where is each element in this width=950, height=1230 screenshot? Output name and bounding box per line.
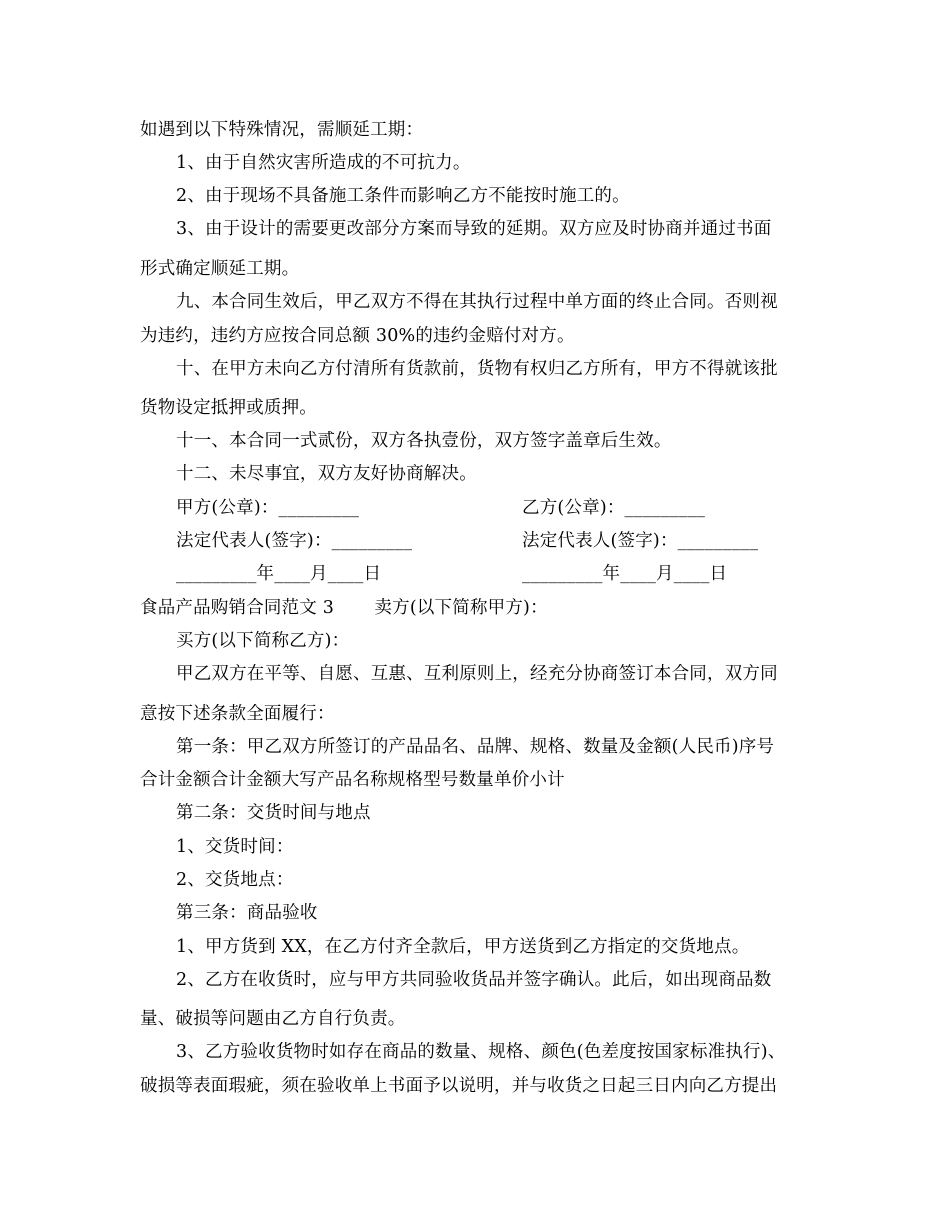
paragraph-line: 意按下述条款全面履行： (140, 704, 335, 724)
paragraph-line: 合计金额合计金额大写产品名称规格型号数量单价小计 (140, 770, 565, 790)
paragraph-line: 第二条：交货时间与地点 (176, 803, 371, 823)
paragraph-line: 破损等表面瑕疵，须在验收单上书面予以说明，并与收货之日起三日内向乙方提出 (140, 1076, 778, 1096)
paragraph-line: 量、破损等问题由乙方自行负责。 (140, 1009, 406, 1029)
paragraph-line: 3、乙方验收货物时如存在商品的数量、规格、颜色(色差度按国家标准执行)、 (176, 1042, 786, 1062)
section-title-line: 食品产品购销合同范文 3 卖方(以下简称甲方)： (140, 598, 548, 618)
paragraph-line: 为违约，违约方应按合同总额 30%的违约金赔付对方。 (140, 326, 575, 346)
party-a-representative-field: 法定代表人(签字)：_________ (176, 531, 413, 551)
paragraph-line: 十、在甲方未向乙方付清所有货款前，货物有权归乙方所有，甲方不得就该批 (176, 359, 778, 379)
paragraph-line: 3、由于设计的需要更改部分方案而导致的延期。双方应及时协商并通过书面 (176, 219, 772, 239)
paragraph-line: 甲乙双方在平等、自愿、互惠、互利原则上，经充分协商签订本合同，双方同 (176, 664, 778, 684)
paragraph-line: 形式确定顺延工期。 (140, 259, 300, 279)
party-b-representative-field: 法定代表人(签字)：_________ (522, 531, 759, 551)
party-b-date-field: _________年____月____日 (522, 564, 728, 584)
paragraph-line: 十一、本合同一式贰份，双方各执壹份，双方签字盖章后生效。 (176, 431, 672, 451)
paragraph-line: 十二、未尽事宜，双方友好协商解决。 (176, 464, 477, 484)
party-a-date-field: _________年____月____日 (176, 564, 382, 584)
paragraph-line: 1、由于自然灾害所造成的不可抗力。 (176, 153, 471, 173)
party-a-seal-field: 甲方(公章)：_________ (176, 498, 360, 518)
paragraph-line: 2、由于现场不具备施工条件而影响乙方不能按时施工的。 (176, 186, 630, 206)
paragraph-line: 九、本合同生效后，甲乙双方不得在其执行过程中单方面的终止合同。否则视 (176, 292, 778, 312)
paragraph-line: 1、交货时间： (176, 837, 294, 857)
paragraph-line: 如遇到以下特殊情况，需顺延工期： (140, 120, 424, 140)
party-b-seal-field: 乙方(公章)：_________ (522, 498, 706, 518)
paragraph-line: 货物设定抵押或质押。 (140, 398, 317, 418)
paragraph-line: 第三条：商品验收 (176, 903, 318, 923)
paragraph-line: 2、乙方在收货时，应与甲方共同验收货品并签字确认。此后，如出现商品数 (176, 970, 772, 990)
paragraph-line: 第一条：甲乙双方所签订的产品品名、品牌、规格、数量及金额(人民币)序号 (176, 737, 775, 757)
paragraph-line: 2、交货地点： (176, 870, 294, 890)
paragraph-line: 买方(以下简称乙方)： (176, 631, 350, 651)
paragraph-line: 1、甲方货到 XX，在乙方付齐全款后，甲方送货到乙方指定的交货地点。 (176, 937, 750, 957)
